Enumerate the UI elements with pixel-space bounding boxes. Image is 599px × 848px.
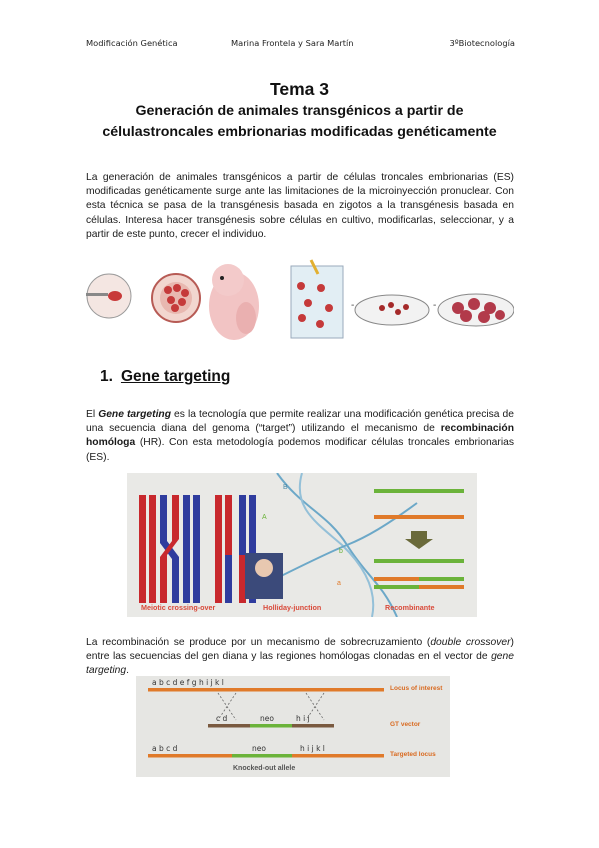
vector-right-letters: h i j: [296, 714, 310, 723]
targeted-neo-label: neo: [252, 744, 266, 753]
vector-left-letters: c d: [216, 714, 228, 723]
label-meiotic-crossing-over: Meiotic crossing-over: [141, 603, 216, 612]
label-locus-of-interest: Locus of interest: [390, 685, 443, 692]
locus-bar: [148, 688, 384, 692]
blastocyst-illustration: [152, 274, 200, 322]
header-authors: Marina Frontela y Sara Martín: [231, 38, 354, 48]
arrow-icon: -: [351, 300, 355, 311]
label-gt-vector: GT vector: [390, 721, 421, 728]
label-a: a: [337, 580, 341, 587]
locus-letters: a b c d e f g h i j k l: [152, 678, 224, 687]
culture-dish-illustration: [355, 295, 429, 325]
cell-culture-tube-illustration: [291, 260, 343, 338]
microinjection-egg-illustration: [86, 274, 131, 318]
recombinant-bars: [374, 489, 464, 589]
label-recombinante: Recombinante: [385, 603, 435, 612]
recombination-paragraph: La recombinación se produce por un mecanismo de sobrecruzamiento (double crossover) entre las secuencias del gen diana y las regiones homólogas clonadas en el vector de gene targeting.: [86, 637, 514, 677]
section-title: Gene targeting: [120, 368, 231, 385]
targeted-right-letters: h i j k l: [300, 744, 325, 753]
meiotic-crossing-over-chromosomes: [139, 495, 256, 603]
gene-targeting-paragraph: El Gene targeting es la tecnología que permite realizar una modificación genética precisa de una secuencia diana del genoma (“target”) utilizando el mecanismo de recombinación homóloga (HR). Con esta metodología podemos modificar células troncales embrionarias (ES).: [86, 409, 514, 463]
recombination-figure: [127, 473, 477, 617]
colony-dish-illustration: [438, 294, 514, 326]
label-targeted-locus: Targeted locus: [390, 751, 436, 758]
section-number: 1.: [100, 368, 113, 385]
intro-paragraph: La generación de animales transgénicos a partir de células troncales embrionarias (ES) modificadas genéticamente surge ante las limitaciones de la microinyección pronuclear. Con esta técnica se pasa de la transgénesis basada en zigotos a la transgénesis basada en células. Interesa hacer transgénesis sobre células en cultivo, modificarlas, seleccionar, y a partir de este punto, crecer el individuo.: [86, 172, 514, 240]
recombination-diagram: [127, 473, 477, 617]
page-title: Tema 3: [269, 79, 329, 99]
double-crossover-figure: [136, 676, 450, 777]
header-subject: Modificación Genética: [86, 38, 178, 48]
label-holliday-junction: Holliday-junction: [263, 603, 322, 612]
label-A: A: [262, 514, 267, 521]
header-course: 3ºBiotecnología: [449, 38, 515, 48]
transgenesis-process-illustration: [86, 258, 514, 353]
section-heading-gene-targeting: [100, 368, 230, 386]
targeted-left-letters: a b c d: [152, 744, 178, 753]
label-knocked-out-allele: Knocked-out allele: [233, 765, 296, 772]
label-B: B: [283, 484, 288, 491]
vector-neo-label: neo: [260, 714, 274, 723]
arrow-icon: -: [433, 300, 437, 311]
page-header: [86, 38, 515, 52]
embryo-illustration: [209, 264, 259, 340]
page-subtitle: Generación de animales transgénicos a partir de célulastroncales embrionarias modificadas genéticamente: [102, 103, 497, 140]
holliday-junction-dna: [267, 473, 417, 617]
label-b: b: [339, 548, 343, 555]
